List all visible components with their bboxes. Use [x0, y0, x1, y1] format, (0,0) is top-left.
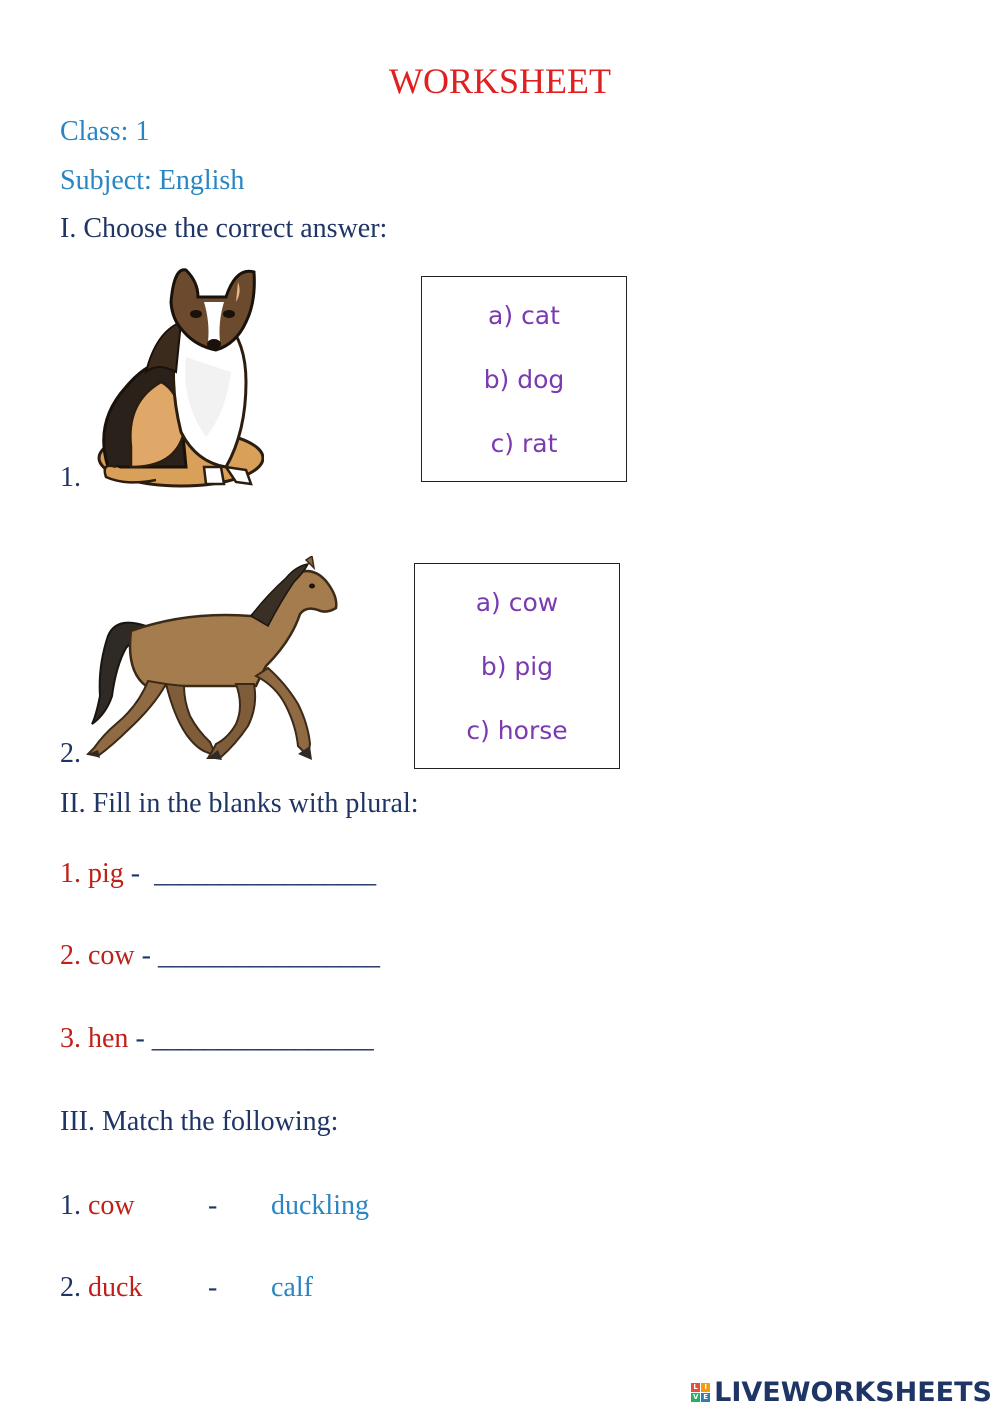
option-c[interactable]: c) horse	[466, 715, 568, 745]
option-b[interactable]: b) pig	[480, 651, 554, 681]
match-left[interactable]: duck	[88, 1272, 143, 1303]
fill-dash: -	[123, 858, 155, 889]
match-left[interactable]: cow	[88, 1190, 135, 1221]
liveworksheets-brand[interactable]	[691, 1377, 992, 1408]
section-3-heading: III. Match the following:	[60, 1106, 339, 1137]
horse-illustration	[86, 556, 342, 766]
fill-item-3	[60, 1023, 373, 1055]
question-2-options	[414, 563, 620, 769]
fill-word: 3. hen	[60, 1023, 129, 1054]
fill-blank[interactable]: _________________	[157, 940, 379, 971]
match-right[interactable]: duckling	[271, 1190, 369, 1221]
brand-text: LIVEWORKSHEETS	[714, 1377, 992, 1408]
question-1-options	[421, 276, 627, 482]
fill-blank[interactable]: _________________	[151, 1023, 373, 1054]
fill-dash: -	[134, 940, 158, 971]
option-a[interactable]: a) cow	[475, 587, 559, 617]
question-1-number: 1.	[60, 462, 81, 493]
match-dash: -	[208, 1190, 218, 1221]
fill-item-2	[60, 940, 379, 972]
question-2-number: 2.	[60, 738, 81, 769]
match-dash: -	[208, 1272, 218, 1303]
dog-illustration	[86, 262, 264, 488]
section-1-heading: I. Choose the correct answer:	[60, 213, 388, 244]
section-2-heading: II. Fill in the blanks with plural:	[60, 788, 419, 819]
option-b[interactable]: b) dog	[483, 364, 565, 394]
match-row-1	[60, 1190, 460, 1230]
fill-dash: -	[128, 1023, 152, 1054]
class-line: Class: 1	[60, 116, 150, 147]
worksheet-title: WORKSHEET	[389, 61, 611, 101]
option-c[interactable]: c) rat	[490, 428, 558, 458]
fill-word: 1. pig	[60, 858, 124, 889]
subject-line: Subject: English	[60, 165, 245, 196]
match-row-2	[60, 1272, 460, 1312]
match-number: 1.	[60, 1190, 81, 1221]
option-a[interactable]: a) cat	[488, 300, 560, 330]
fill-blank[interactable]: _________________	[154, 858, 376, 889]
match-number: 2.	[60, 1272, 81, 1303]
liveworksheets-logo-icon: L I V E	[691, 1383, 710, 1402]
fill-item-1	[60, 858, 375, 890]
fill-word: 2. cow	[60, 940, 135, 971]
match-right[interactable]: calf	[271, 1272, 313, 1303]
